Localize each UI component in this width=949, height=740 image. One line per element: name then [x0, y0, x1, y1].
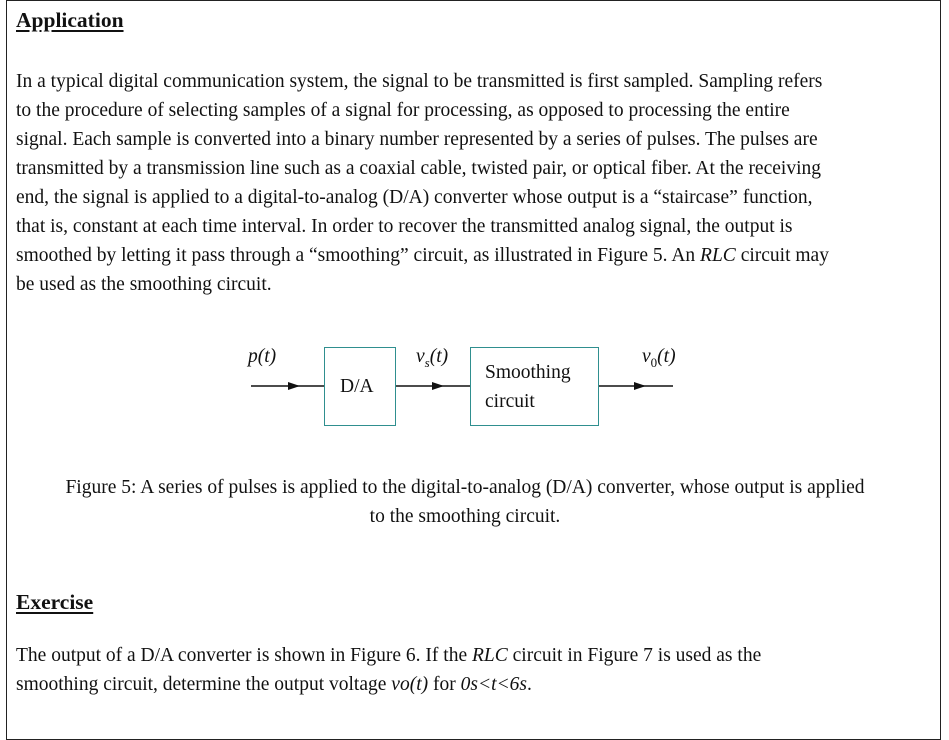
exercise-text: The output of a D/A converter is shown in Figure 6. If the	[16, 645, 472, 666]
caption-line: to the smoothing circuit.	[369, 506, 561, 527]
paragraph-line: In a typical digital communication system, the signal to be transmitted is first sampled. Sampling refers	[16, 71, 823, 92]
rlc-term: RLC	[472, 645, 508, 666]
paragraph-text: circuit may	[735, 245, 829, 266]
paragraph-text: smoothed by letting it pass through a “smoothing” circuit, as illustrated in Figure 5. An	[16, 245, 701, 266]
exercise-text: .	[527, 674, 532, 695]
output-signal-v: v	[642, 346, 651, 367]
application-heading: Application	[16, 8, 124, 32]
output-voltage-symbol: vo(t)	[391, 674, 429, 695]
exercise-text: circuit in Figure 7 is used as the	[507, 645, 762, 666]
paragraph-line: transmitted by a transmission line such as a coaxial cable, twisted pair, or optical fiber. At the receiving	[16, 158, 821, 179]
time-range: 0s<t<6s	[460, 674, 528, 695]
exercise-text: for	[428, 674, 461, 695]
caption-line: Figure 5: A series of pulses is applied to the digital-to-analog (D/A) converter, whose output is applied	[65, 477, 865, 498]
paragraph-line: that is, constant at each time interval. In order to recover the transmitted analog signal, the output is	[16, 216, 793, 237]
output-signal-t: (t)	[657, 346, 676, 367]
figure-caption	[16, 473, 914, 531]
paragraph-line: signal. Each sample is converted into a binary number represented by a series of pulses. The pulses are	[16, 129, 818, 150]
mid-signal-v: v	[416, 346, 425, 367]
mid-signal-sub: s	[424, 354, 430, 370]
paragraph-line: be used as the smoothing circuit.	[16, 274, 272, 295]
exercise-line	[16, 641, 914, 670]
rlc-term: RLC	[700, 245, 736, 266]
da-converter-label: D/A	[340, 376, 374, 397]
paragraph-line: to the procedure of selecting samples of a signal for processing, as opposed to processing the entire	[16, 100, 790, 121]
exercise-line	[16, 670, 914, 699]
mid-signal-label	[416, 346, 448, 371]
exercise-text: smoothing circuit, determine the output voltage	[16, 674, 392, 695]
output-signal-label	[642, 346, 676, 371]
smoothing-label-line2: circuit	[485, 391, 535, 412]
smoothing-label-line1: Smoothing	[485, 362, 571, 383]
paragraph-line: end, the signal is applied to a digital-to-analog (D/A) converter whose output is a “staircase” function,	[16, 187, 813, 208]
output-signal-sub: 0	[650, 354, 658, 370]
exercise-heading: Exercise	[16, 590, 94, 614]
input-signal-label: p(t)	[248, 346, 277, 367]
mid-signal-t: (t)	[429, 346, 449, 367]
